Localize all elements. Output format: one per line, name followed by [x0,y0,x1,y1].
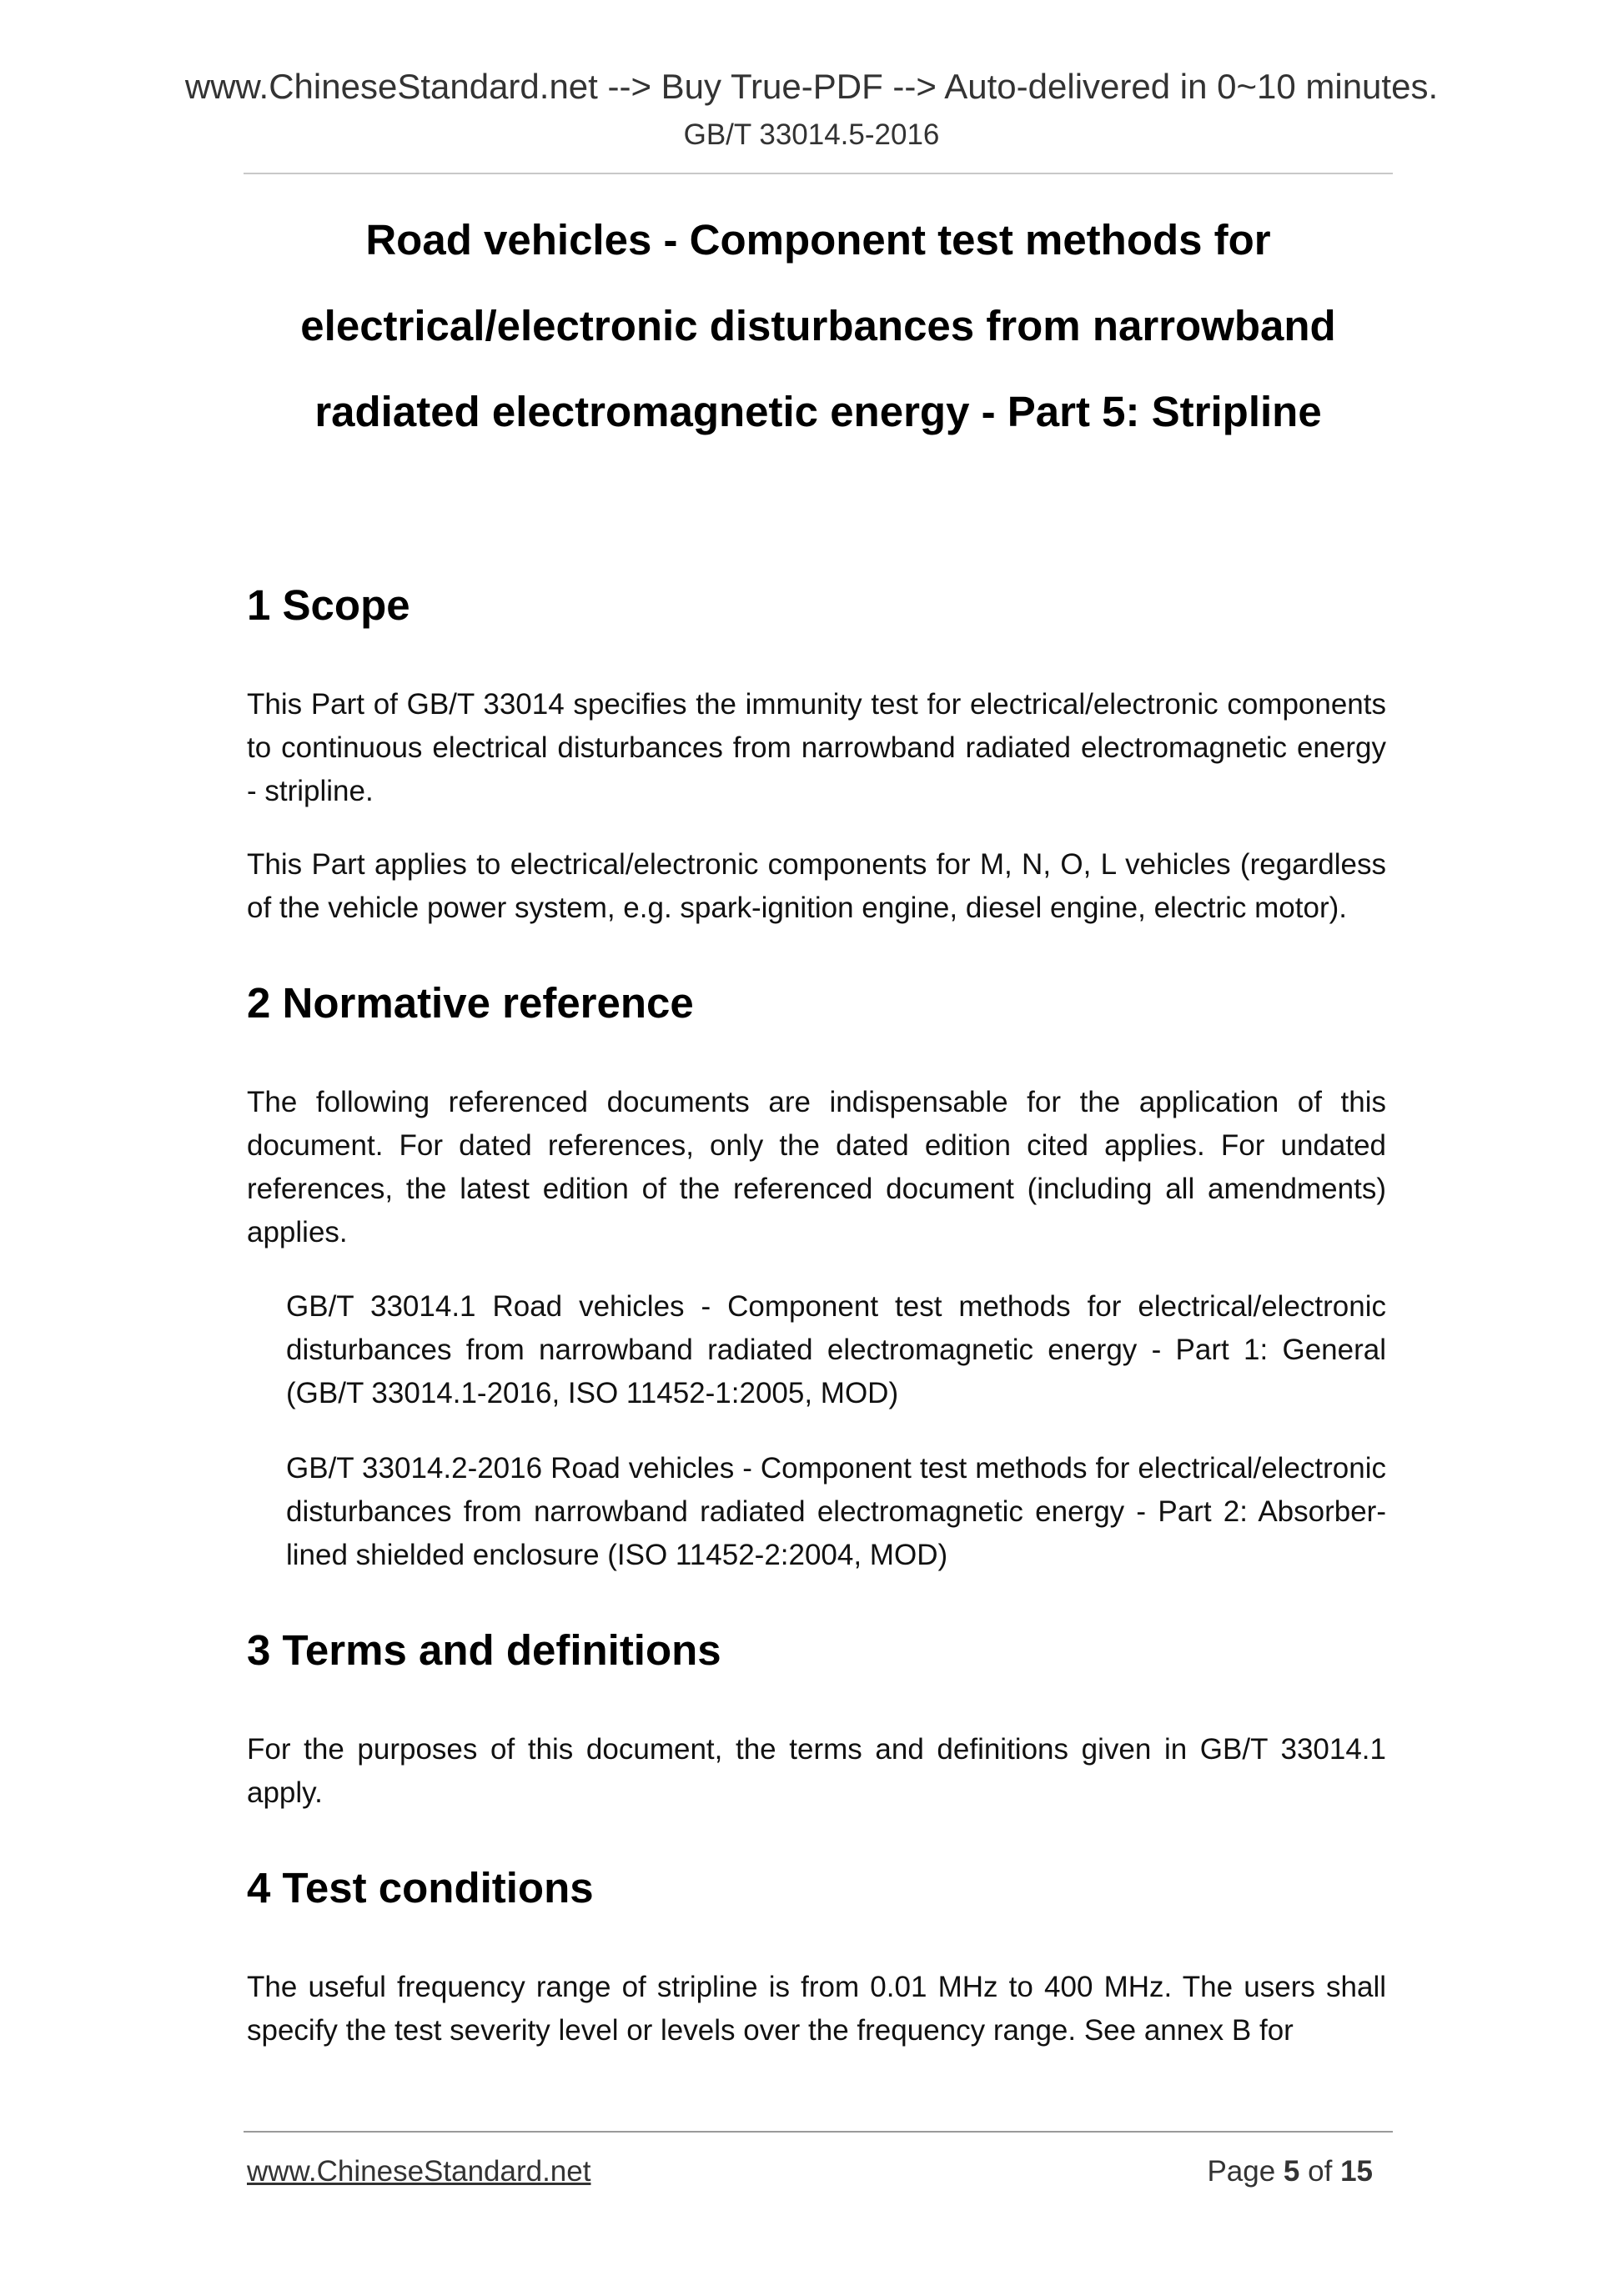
header-banner: www.ChineseStandard.net --> Buy True-PDF --> Auto-delivered in 0~10 minutes. [184,67,1439,106]
footer-website-link[interactable]: www.ChineseStandard.net [247,2155,591,2188]
section-heading-scope: 1 Scope [247,581,410,629]
title-line: Road vehicles - Component test methods for [365,216,1271,264]
scope-paragraph: This Part applies to electrical/electronic components for M, N, O, L vehicles (regardless of the vehicle power system, e.g. spark-ignition engine, diesel engine, electric motor). [247,848,1386,924]
scope-paragraph: This Part of GB/T 33014 specifies the immunity test for electrical/electronic components to continuous electrical disturbances from narrowband radiated electromagnetic energy - stripline. [247,688,1386,807]
title-line: electrical/electronic disturbances from narrowband [300,302,1336,349]
title-line: radiated electromagnetic energy - Part 5: Stripline [314,388,1322,435]
total-pages: 15 [1340,2155,1373,2188]
section-heading-normative-reference: 2 Normative reference [247,979,694,1027]
page-number [1207,2153,1373,2190]
normative-intro-paragraph: The following referenced documents are indispensable for the application of this document. For dated references, only the dated edition cited applies. For undated references, the latest edition of the referenced document (including all amendments) applies. [247,1086,1386,1248]
section-heading-terms-and-definitions: 3 Terms and definitions [247,1626,721,1674]
standard-code: GB/T 33014.5-2016 [683,118,940,151]
page-of-label: of [1308,2155,1333,2188]
document-title [244,197,1393,455]
normative-reference-item: GB/T 33014.2-2016 Road vehicles - Component test methods for electrical/electronic disturbances from narrowband radiated electromagnetic energy - Part 2: Absorber-lined shielded enclosure (ISO 11452-2:2004, MOD) [286,1452,1386,1571]
section-heading-test-conditions: 4 Test conditions [247,1864,594,1912]
normative-reference-item: GB/T 33014.1 Road vehicles - Component test methods for electrical/electronic disturbances from narrowband radiated electromagnetic energy - Part 1: General (GB/T 33014.1-2016, ISO 11452-1:2005, MOD) [286,1290,1386,1409]
test-conditions-paragraph: The useful frequency range of stripline is from 0.01 MHz to 400 MHz. The users shall specify the test severity level or levels over the frequency range. See annex B for [247,1971,1386,2047]
footer-divider [244,2131,1393,2133]
terms-paragraph: For the purposes of this document, the terms and definitions given in GB/T 33014.1 apply. [247,1733,1386,1809]
header-divider [244,173,1393,174]
current-page: 5 [1283,2155,1300,2188]
page-label: Page [1207,2155,1276,2188]
